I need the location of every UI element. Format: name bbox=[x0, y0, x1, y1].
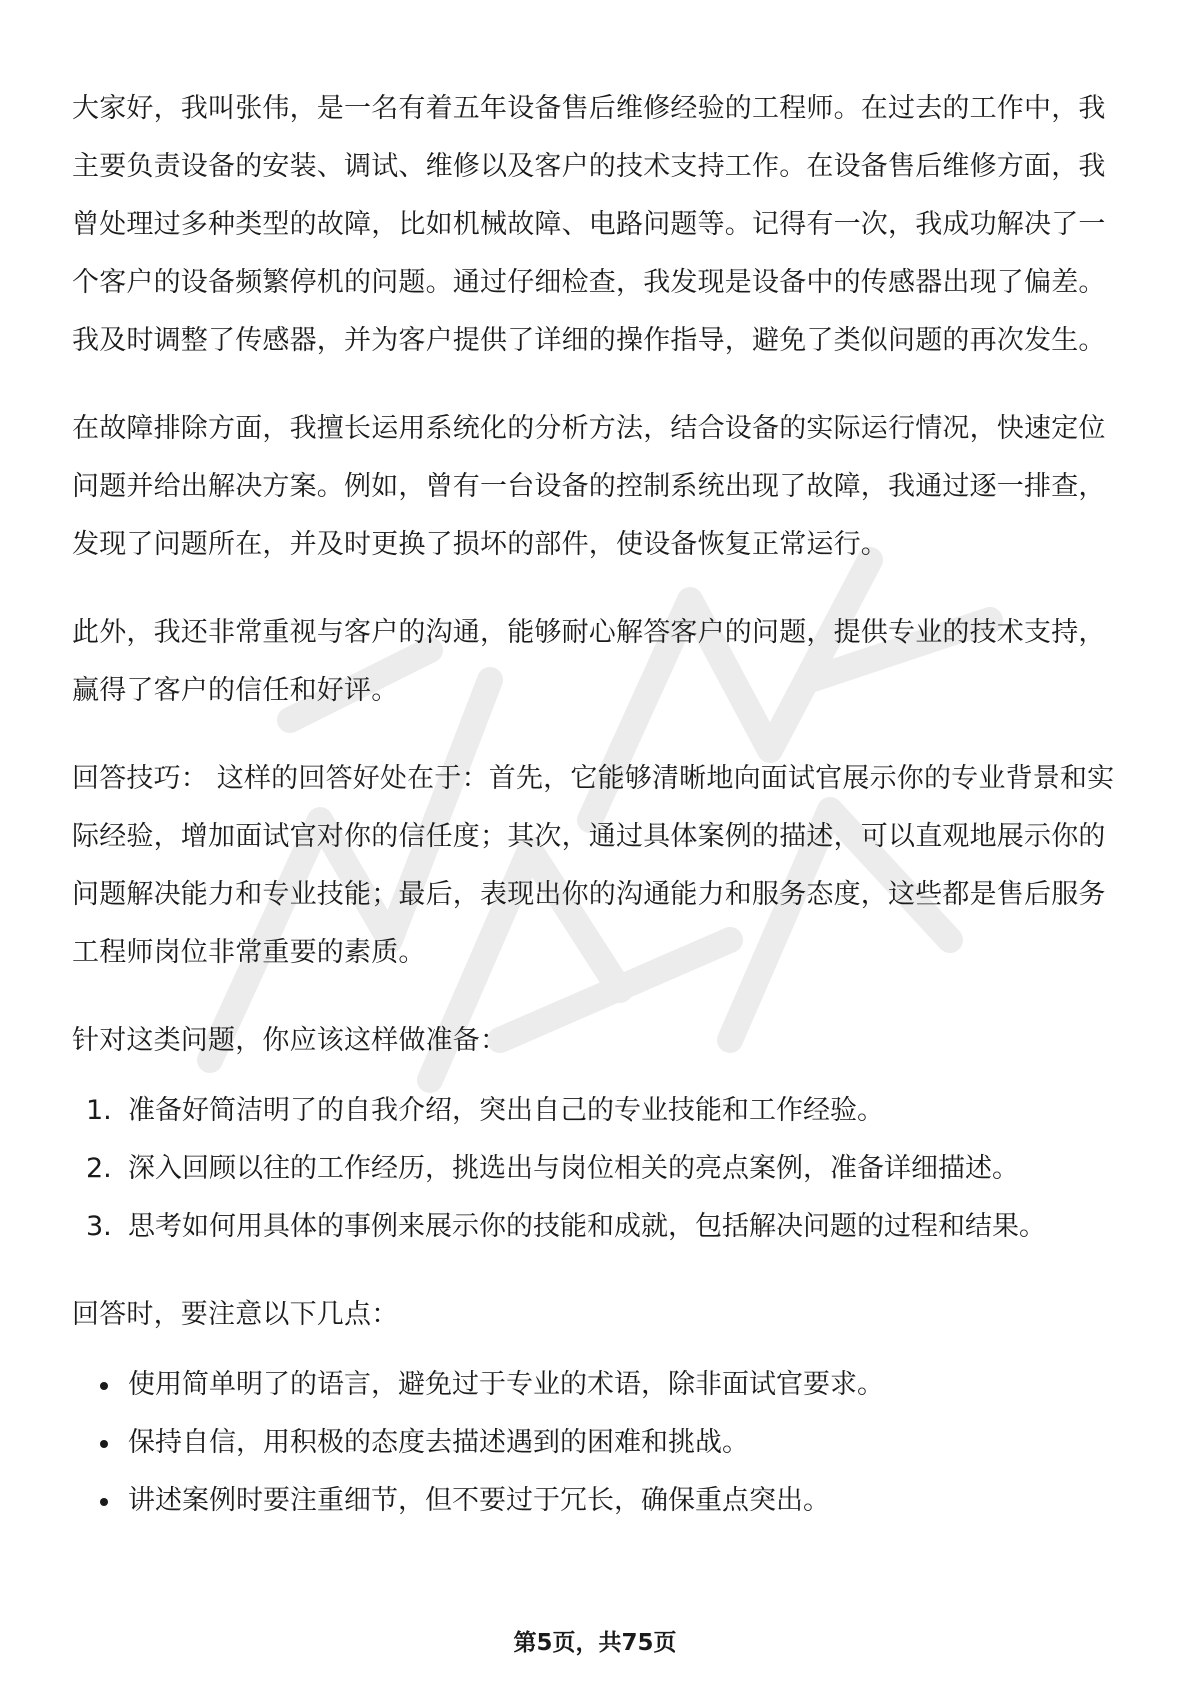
main-content bbox=[72, 80, 1118, 1530]
bullet-icon bbox=[100, 1382, 108, 1390]
list-number: 3. bbox=[86, 1211, 112, 1242]
list-item-text: 讲述案例时要注重细节，但不要过于冗长，确保重点突出。 bbox=[128, 1485, 830, 1516]
intro-paragraph: 大家好，我叫张伟，是一名有着五年设备售后维修经验的工程师。在过去的工作中，我主要负责设备的安装、调试、维修以及客户的技术支持工作。在设备售后维修方面，我曾处理过多种类型的故障，比如机械故障、电路问题等。记得有一次，我成功解决了一个客户的设备频繁停机的问题。通过仔细检查，我发现是设备中的传感器出现了偏差。我及时调整了传感器，并为客户提供了详细的操作指导，避免了类似问题的再次发生。 bbox=[72, 93, 1106, 356]
list-item-text: 保持自信，用积极的态度去描述遇到的困难和挑战。 bbox=[128, 1427, 749, 1458]
list-item-text: 思考如何用具体的事例来展示你的技能和成就，包括解决问题的过程和结果。 bbox=[128, 1211, 1046, 1242]
list-item-text: 准备好简洁明了的自我介绍，突出自己的专业技能和工作经验。 bbox=[128, 1095, 884, 1126]
page-number-footer: 第5页，共75页 bbox=[513, 1630, 677, 1656]
list-item bbox=[72, 1472, 1118, 1530]
list-item-text: 深入回顾以往的工作经历，挑选出与岗位相关的亮点案例，准备详细描述。 bbox=[128, 1153, 1019, 1184]
communication-paragraph: 此外，我还非常重视与客户的沟通，能够耐心解答客户的问题，提供专业的技术支持，赢得了客户的信任和好评。 bbox=[72, 617, 1106, 706]
list-item bbox=[72, 1140, 1118, 1198]
notes-heading: 回答时，要注意以下几点： bbox=[72, 1299, 399, 1330]
list-number: 2. bbox=[86, 1153, 112, 1184]
bullet-icon bbox=[100, 1440, 108, 1448]
answer-tips-paragraph: 回答技巧： 这样的回答好处在于：首先，它能够清晰地向面试官展示你的专业背景和实际经验，增加面试官对你的信任度；其次，通过具体案例的描述，可以直观地展示你的问题解决能力和专业技能；最后，表现出你的沟通能力和服务态度，这些都是售后服务工程师岗位非常重要的素质。 bbox=[72, 763, 1115, 968]
list-item bbox=[72, 1082, 1118, 1140]
list-item bbox=[72, 1356, 1118, 1414]
troubleshooting-paragraph: 在故障排除方面，我擅长运用系统化的分析方法，结合设备的实际运行情况，快速定位问题并给出解决方案。例如，曾有一台设备的控制系统出现了故障，我通过逐一排查，发现了问题所在，并及时更换了损坏的部件，使设备恢复正常运行。 bbox=[72, 413, 1106, 560]
list-item bbox=[72, 1414, 1118, 1472]
prep-list bbox=[72, 1082, 1118, 1256]
prep-heading: 针对这类问题，你应该这样做准备： bbox=[72, 1025, 508, 1056]
list-item bbox=[72, 1198, 1118, 1256]
list-item-text: 使用简单明了的语言，避免过于专业的术语，除非面试官要求。 bbox=[128, 1369, 884, 1400]
notes-list bbox=[72, 1356, 1118, 1530]
bullet-icon bbox=[100, 1498, 108, 1506]
list-number: 1. bbox=[86, 1095, 112, 1126]
